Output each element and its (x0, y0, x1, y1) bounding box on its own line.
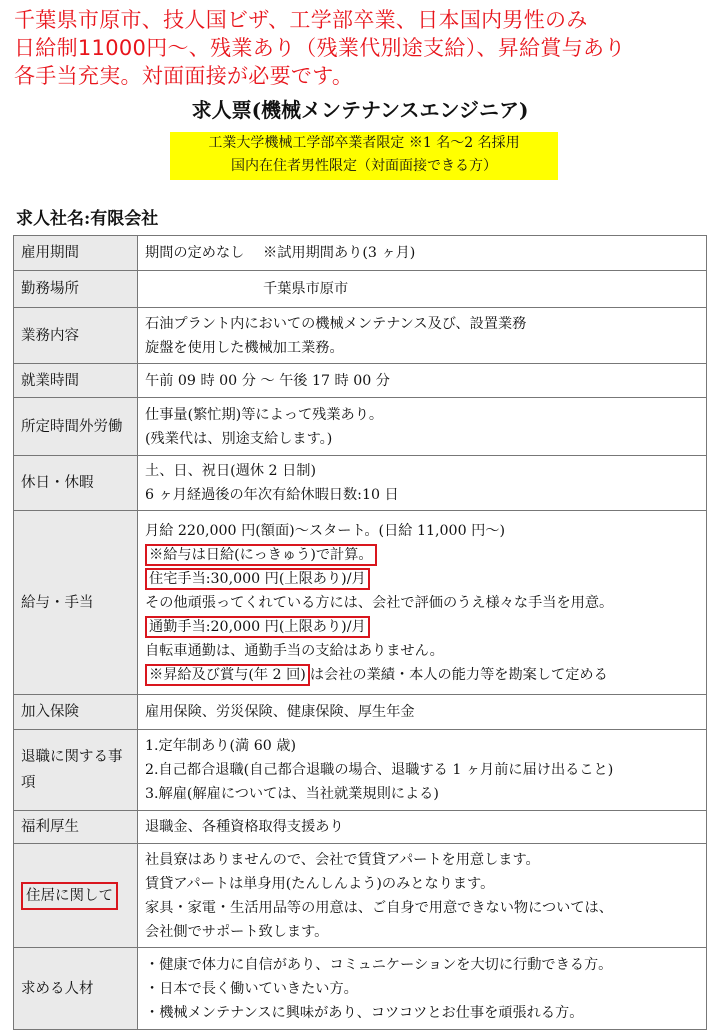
headline-line: 各手当充実。対面面接が必要です。 (14, 64, 354, 88)
highlight-box: 住宅手当:30,000 円(上限あり)/月 (145, 568, 370, 590)
headline-line: 日給制11000円～、残業あり（残業代別途支給）、昇給賞与あり (14, 36, 626, 60)
row-key (14, 844, 138, 948)
table-row (14, 695, 707, 730)
table-row (14, 948, 707, 1030)
row-value: 月給 220,000 円(額面)～スタート。(日給 11,000 円～) ※給与は日給(にっきゅう)で計算。 住宅手当:30,000 円(上限あり)/月 その他頑張ってくれている方には、会社で評価のうえ様々な手当を用意。 通勤手当:20,000 円(上限あり)/月 自転車通勤は、通勤手当の支給はありません。 ※昇給及び賞与(年 2 回) は会社の業績・本人の能力等を勘案して定める (138, 511, 707, 695)
row-value: 土、日、祝日(週休 2 日制) 6 ヶ月経過後の年次有給休暇日数:10 日 (138, 456, 707, 511)
table-row (14, 308, 707, 364)
row-key: 求める人材 (14, 948, 138, 1030)
row-value: 1.定年制あり(満 60 歳) 2.自己都合退職(自己都合退職の場合、退職する 1 ヶ月前に届け出ること) 3.解雇(解雇については、当社就業規則による) (138, 730, 707, 811)
row-value: 午前 09 時 00 分 ～ 午後 17 時 00 分 (138, 364, 707, 398)
row-value: ・健康で体力に自信があり、コミュニケーションを大切に行動できる方。 ・日本で長く働いていきたい方。 ・機械メンテナンスに興味があり、コツコツとお仕事を頑張れる方。 (138, 948, 707, 1030)
highlight-box: 通勤手当:20,000 円(上限あり)/月 (145, 616, 370, 638)
company-name: 求人社名:有限会社 (16, 209, 159, 229)
row-key: 就業時間 (14, 364, 138, 398)
row-key: 給与・手当 (14, 511, 138, 695)
row-key: 加入保険 (14, 695, 138, 730)
table-row (14, 811, 707, 844)
job-table (13, 235, 707, 1030)
row-value: 石油プラント内においての機械メンテナンス及び、設置業務 旋盤を使用した機械加工業務。 (138, 308, 707, 364)
notice-line: 国内在住者男性限定（対面面接できる方） (231, 158, 497, 174)
highlight-box: 住居に関して (21, 882, 118, 910)
row-value: 仕事量(繁忙期)等によって残業あり。 (残業代は、別途支給します。) (138, 398, 707, 456)
row-key: 退職に関する事項 (14, 730, 138, 811)
table-row (14, 730, 707, 811)
row-key: 福利厚生 (14, 811, 138, 844)
row-key: 業務内容 (14, 308, 138, 364)
table-row (14, 271, 707, 308)
table-row (14, 844, 707, 948)
row-key: 勤務場所 (14, 271, 138, 308)
row-value: 千葉県市原市 (138, 271, 707, 308)
row-key: 雇用期間 (14, 236, 138, 271)
row-value: 社員寮はありませんので、会社で賃貸アパートを用意します。 賃貸アパートは単身用(たんしんよう)のみとなります。 家具・家電・生活用品等の用意は、ご自身で用意できない物については、 会社側でサポート致します。 (138, 844, 707, 948)
table-row (14, 511, 707, 695)
row-key: 所定時間外労働 (14, 398, 138, 456)
table-row (14, 236, 707, 271)
row-value: 雇用保険、労災保険、健康保険、厚生年金 (138, 695, 707, 730)
headline (14, 6, 714, 90)
table-row (14, 456, 707, 511)
highlight-box: ※給与は日給(にっきゅう)で計算。 (145, 544, 377, 566)
notice-banner (170, 132, 558, 180)
document-title: 求人票(機械メンテナンスエンジニア) (191, 98, 529, 122)
row-value: 期間の定めなし ※試用期間あり(3 ヶ月) (138, 236, 707, 271)
table-row (14, 364, 707, 398)
row-value: 退職金、各種資格取得支援あり (138, 811, 707, 844)
highlight-box: ※昇給及び賞与(年 2 回) (145, 664, 310, 686)
notice-line: 工業大学機械工学部卒業者限定 ※1 名～2 名採用 (208, 135, 520, 151)
row-key: 休日・休暇 (14, 456, 138, 511)
table-row (14, 398, 707, 456)
headline-line: 千葉県市原市、技人国ビザ、工学部卒業、日本国内男性のみ (14, 8, 588, 32)
